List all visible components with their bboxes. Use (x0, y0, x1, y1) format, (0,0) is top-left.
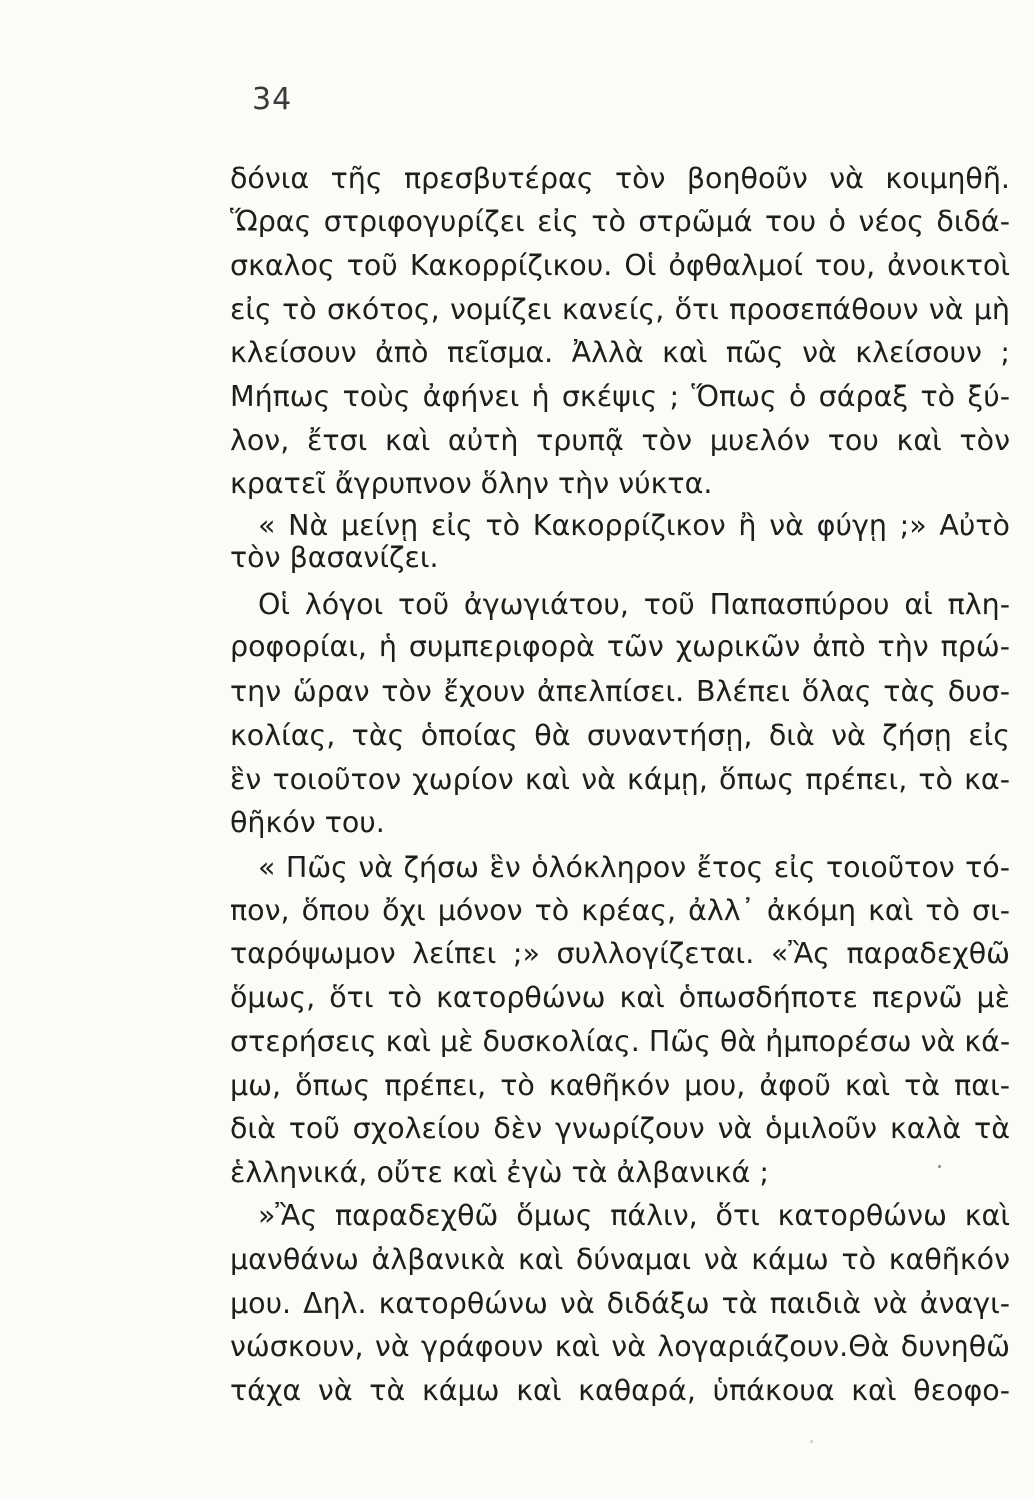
text-line: λον, ἔτσι καὶ αὐτὴ τρυπᾷ τὸν μυελόν του καὶ τὸν (230, 424, 1010, 457)
text-line: τὸν βασανίζει. (230, 541, 439, 574)
text-line: Οἱ λόγοι τοῦ ἀγωγιάτου, τοῦ Παπασπύρου αἱ πλη- (258, 588, 1010, 621)
text-line: εἰς τὸ σκότος, νομίζει κανείς, ὅτι προσεπάθουν νὰ μὴ (230, 293, 1010, 326)
text-line: ἓν τοιοῦτον χωρίον καὶ νὰ κάμῃ, ὅπως πρέπει, τὸ κα- (230, 763, 1010, 796)
text-line: ταρόψωμον λείπει ;» συλλογίζεται. «Ἂς παραδεχθῶ (230, 937, 1010, 970)
text-line: πον, ὅπου ὄχι μόνον τὸ κρέας, ἀλλ᾿ ἀκόμη καὶ τὸ σι- (230, 894, 1010, 927)
text-line: ἑλληνικά, οὔτε καὶ ἐγὼ τὰ ἀλβανικά ; (230, 1156, 769, 1189)
text-line: ὅμως, ὅτι τὸ κατορθώνω καὶ ὁπωσδήποτε περνῶ μὲ (230, 981, 1010, 1014)
text-line: δόνια τῆς πρεσβυτέρας τὸν βοηθοῦν νὰ κοιμηθῆ. (230, 162, 1010, 195)
text-line: μου. Δηλ. κατορθώνω νὰ διδάξω τὰ παιδιὰ νὰ ἀναγι- (230, 1287, 1010, 1320)
text-line: στερήσεις καὶ μὲ δυσκολίας. Πῶς θὰ ἠμπορέσω νὰ κά- (230, 1025, 1011, 1058)
text-line: Μήπως τοὺς ἀφήνει ἡ σκέψις ; Ὅπως ὁ σάραξ τὸ ξύ- (230, 380, 1010, 413)
text-line: σκαλος τοῦ Κακορρίζικου. Οἱ ὀφθαλμοί του, ἀνοικτοὶ (230, 249, 1010, 282)
text-line: νώσκουν, νὰ γράφουν καὶ νὰ λογαριάζουν.Θὰ δυνηθῶ (230, 1330, 1010, 1363)
text-line: »Ἂς παραδεχθῶ ὅμως πάλιν, ὅτι κατορθώνω καὶ (258, 1199, 1010, 1232)
text-line: μανθάνω ἀλβανικὰ καὶ δύναμαι νὰ κάμω τὸ καθῆκόν (230, 1243, 1010, 1276)
text-line: Ὥρας στριφογυρίζει εἰς τὸ στρῶμά του ὁ νέος διδά- (230, 205, 1010, 238)
text-line: « Πῶς νὰ ζήσω ἓν ὁλόκληρον ἔτος εἰς τοιοῦτον τό- (258, 851, 1010, 884)
paper-speck (938, 1165, 941, 1168)
text-line: κρατεῖ ἄγρυπνον ὅλην τὴν νύκτα. (230, 467, 713, 500)
text-line: μω, ὅπως πρέπει, τὸ καθῆκόν μου, ἀφοῦ καὶ τὰ παι- (230, 1069, 1010, 1102)
text-line: « Νὰ μείνῃ εἰς τὸ Κακορρίζικον ἢ νὰ φύγῃ ;» Αὐτὸ (258, 509, 1010, 542)
page-number: 34 (252, 82, 293, 117)
text-line: την ὥραν τὸν ἔχουν ἀπελπίσει. Βλέπει ὅλας τὰς δυσ- (230, 675, 1010, 708)
text-line: διὰ τοῦ σχολείου δὲν γνωρίζουν νὰ ὁμιλοῦν καλὰ τὰ (230, 1112, 1010, 1145)
text-line: τάχα νὰ τὰ κάμω καὶ καθαρά, ὑπάκουα καὶ θεοφο- (230, 1374, 1010, 1407)
text-line: ροφορίαι, ἡ συμπεριφορὰ τῶν χωρικῶν ἀπὸ τὴν πρώ- (230, 630, 1010, 663)
text-line: κολίας, τὰς ὁποίας θὰ συναντήσῃ, διὰ νὰ ζήσῃ εἰς (230, 719, 1010, 752)
text-line: κλείσουν ἀπὸ πεῖσμα. Ἀλλὰ καὶ πῶς νὰ κλείσουν ; (230, 336, 1010, 369)
text-line: θῆκόν του. (230, 806, 385, 839)
paper-speck (810, 1440, 813, 1443)
